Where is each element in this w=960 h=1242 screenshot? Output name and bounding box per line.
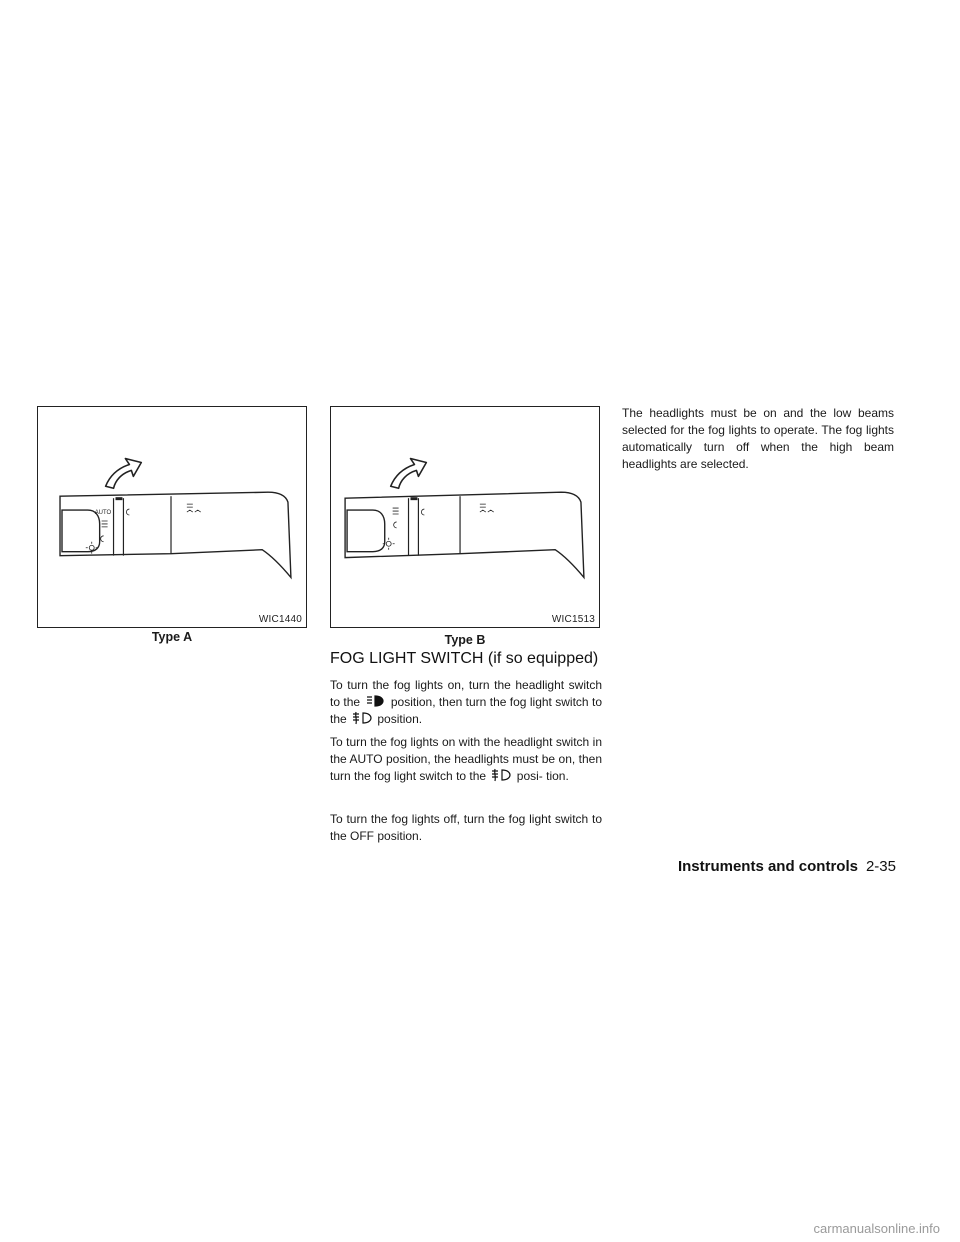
watermark[interactable]: carmanualsonline.info — [813, 1221, 940, 1236]
figure-type-a — [37, 406, 307, 628]
paragraph-low-beam-note: The headlights must be on and the low beams selected for the fog lights to operate. The fog lights automatically turn off when the high beam headlights are selected. — [622, 406, 894, 471]
rotate-arrow-icon — [391, 459, 427, 489]
combination-switch-illustration — [331, 407, 599, 627]
section-title: FOG LIGHT SWITCH (if so equipped) — [330, 650, 599, 667]
figure-code: WIC1513 — [551, 614, 595, 625]
figure-code: WIC1440 — [258, 614, 302, 625]
figure-type-b — [330, 406, 600, 628]
text-run: To turn the fog lights on with the headlight switch in the AUTO position, the headlights must be on, then turn the fog light switch to the — [330, 735, 602, 783]
page-number: 2-35 — [865, 858, 896, 875]
page-footer — [678, 858, 896, 875]
text-run: To turn the fog lights on, turn the headlight switch to the — [330, 678, 602, 709]
fog-light-icon — [350, 711, 374, 725]
text-run: position, then turn the fog light switch to the — [330, 695, 602, 726]
footer-section: Instruments and controls — [677, 858, 858, 875]
combination-switch-illustration — [38, 407, 306, 627]
headlight-icon — [363, 694, 387, 708]
paragraph-fog-off: To turn the fog lights off, turn the fog light switch to the OFF position. — [330, 812, 602, 843]
fog-light-icon — [489, 768, 513, 782]
paragraph-fog-on — [330, 677, 602, 728]
rotate-arrow-icon — [106, 459, 142, 489]
caption-type-b: Type B — [444, 633, 486, 647]
auto-label: AUTO — [94, 510, 112, 517]
paragraph-fog-auto — [330, 734, 602, 785]
text-run: posi- tion. — [516, 769, 569, 783]
caption-type-a: Type A — [151, 630, 193, 644]
text-run: position. — [377, 712, 423, 726]
